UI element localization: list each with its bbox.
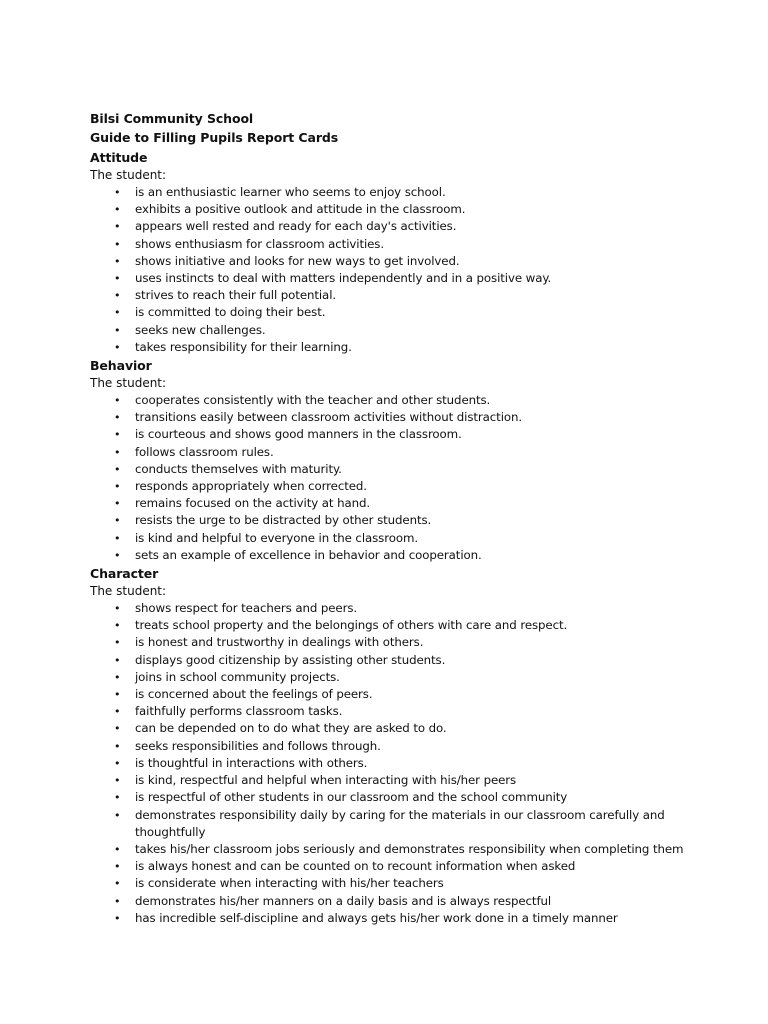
section-intro: The student: — [90, 376, 167, 391]
list-item — [90, 444, 730, 461]
list-item — [90, 339, 730, 356]
list-item — [90, 409, 730, 426]
bullet-icon: • — [114, 548, 121, 562]
list-item-text: appears well rested and ready for each day's activities. — [135, 219, 457, 234]
bullet-icon: • — [114, 636, 121, 650]
document-body — [90, 109, 730, 927]
list-item — [90, 253, 730, 270]
list-item-text: is courteous and shows good manners in the classroom. — [135, 427, 462, 442]
bullet-icon: • — [114, 186, 121, 199]
list-item — [90, 600, 730, 617]
list-item-text: demonstrates his/her manners on a daily basis and is always respectful — [135, 893, 552, 908]
list-item — [90, 270, 730, 287]
list-item-text: is always honest and can be counted on to recount information when asked — [135, 859, 576, 874]
list-item-text: is concerned about the feelings of peers. — [135, 687, 373, 702]
bullet-list — [90, 184, 730, 356]
list-item-text: seeks responsibilities and follows through. — [135, 738, 381, 753]
bullet-icon: • — [114, 670, 121, 684]
bullet-icon: • — [114, 254, 121, 268]
list-item-text: shows enthusiasm for classroom activities. — [135, 236, 384, 251]
list-item — [90, 547, 730, 564]
list-item — [90, 789, 730, 806]
list-item-text: is thoughtful in interactions with others. — [135, 755, 368, 770]
list-item — [90, 720, 730, 737]
section-heading: Attitude — [90, 150, 148, 165]
list-item — [90, 807, 730, 841]
bullet-icon: • — [114, 462, 121, 476]
list-item — [90, 287, 730, 304]
document-title: Guide to Filling Pupils Report Cards — [90, 130, 339, 145]
bullet-icon: • — [114, 602, 121, 616]
bullet-icon: • — [114, 842, 121, 856]
list-item-text: follows classroom rules. — [135, 444, 274, 459]
list-item — [90, 461, 730, 478]
bullet-icon: • — [114, 894, 121, 908]
bullet-list — [90, 600, 730, 927]
section-intro: The student: — [90, 168, 167, 182]
list-item — [90, 652, 730, 669]
list-item-text: takes responsibility for their learning. — [135, 339, 352, 354]
list-item — [90, 495, 730, 512]
bullet-icon: • — [114, 808, 121, 822]
list-item-text: is considerate when interacting with his/her teachers — [135, 876, 444, 891]
bullet-icon: • — [114, 911, 121, 925]
list-item — [90, 512, 730, 529]
list-item — [90, 634, 730, 651]
section-behavior — [90, 356, 730, 564]
list-item-text: faithfully performs classroom tasks. — [135, 704, 343, 719]
list-item-text: is an enthusiastic learner who seems to enjoy school. — [135, 185, 446, 199]
list-item — [90, 392, 730, 409]
bullet-icon: • — [114, 445, 121, 459]
list-item — [90, 893, 730, 910]
list-item-text: sets an example of excellence in behavior and cooperation. — [135, 547, 482, 562]
section-attitude — [90, 148, 730, 356]
bullet-icon: • — [114, 877, 121, 891]
section-character — [90, 564, 730, 927]
bullet-icon: • — [114, 394, 121, 408]
bullet-icon: • — [114, 705, 121, 719]
list-item-text: cooperates consistently with the teacher and other students. — [135, 393, 491, 408]
list-item — [90, 236, 730, 253]
list-item — [90, 841, 730, 858]
list-item — [90, 478, 730, 495]
list-item — [90, 201, 730, 218]
bullet-icon: • — [114, 722, 121, 736]
list-item-text: exhibits a positive outlook and attitude in the classroom. — [135, 202, 466, 217]
list-item-text: displays good citizenship by assisting other students. — [135, 652, 446, 667]
bullet-icon: • — [114, 220, 121, 234]
bullet-icon: • — [114, 411, 121, 425]
list-item-text: shows respect for teachers and peers. — [135, 601, 358, 616]
list-item — [90, 669, 730, 686]
list-item — [90, 703, 730, 720]
bullet-icon: • — [114, 774, 121, 788]
bullet-icon: • — [114, 428, 121, 442]
bullet-icon: • — [114, 237, 121, 251]
bullet-icon: • — [114, 323, 121, 337]
list-item-text: treats school property and the belongings of others with care and respect. — [135, 618, 568, 633]
list-item-text: is kind, respectful and helpful when interacting with his/her peers — [135, 773, 517, 788]
bullet-icon: • — [114, 306, 121, 320]
list-item — [90, 772, 730, 789]
list-item-text: joins in school community projects. — [135, 669, 340, 684]
list-item-text: responds appropriately when corrected. — [135, 479, 367, 494]
section-heading: Behavior — [90, 358, 152, 374]
list-item-text: is honest and trustworthy in dealings with others. — [135, 635, 424, 650]
bullet-icon: • — [114, 480, 121, 494]
bullet-icon: • — [114, 203, 121, 217]
list-item-text: shows initiative and looks for new ways to get involved. — [135, 253, 460, 268]
list-item-text: seeks new challenges. — [135, 322, 266, 337]
bullet-icon: • — [114, 791, 121, 805]
bullet-icon: • — [114, 860, 121, 874]
section-intro: The student: — [90, 584, 167, 599]
section-heading: Character — [90, 566, 159, 582]
list-item — [90, 858, 730, 875]
bullet-icon: • — [114, 340, 121, 354]
list-item-text: is committed to doing their best. — [135, 305, 326, 320]
bullet-icon: • — [114, 497, 121, 511]
list-item — [90, 184, 730, 201]
school-name: Bilsi Community School — [90, 111, 254, 126]
list-item — [90, 218, 730, 235]
bullet-icon: • — [114, 272, 121, 286]
bullet-list — [90, 392, 730, 564]
bullet-icon: • — [114, 653, 121, 667]
list-item — [90, 304, 730, 321]
bullet-icon: • — [114, 688, 121, 702]
list-item-text: is kind and helpful to everyone in the classroom. — [135, 530, 418, 545]
bullet-icon: • — [114, 739, 121, 753]
list-item — [90, 755, 730, 772]
list-item-text: has incredible self-discipline and always gets his/her work done in a timely manner — [135, 910, 618, 925]
list-item-text: remains focused on the activity at hand. — [135, 496, 371, 511]
bullet-icon: • — [114, 531, 121, 545]
list-item-text: can be depended on to do what they are asked to do. — [135, 721, 447, 736]
list-item — [90, 617, 730, 634]
list-item-text: takes his/her classroom jobs seriously and demonstrates responsibility when completing them — [135, 841, 684, 856]
list-item — [90, 426, 730, 443]
list-item-text: demonstrates responsibility daily by caring for the materials in our classroom carefully and thoughtfully — [135, 807, 665, 839]
list-item-text: conducts themselves with maturity. — [135, 461, 342, 476]
bullet-icon: • — [114, 289, 121, 303]
list-item — [90, 875, 730, 892]
list-item-text: is respectful of other students in our classroom and the school community — [135, 790, 568, 805]
list-item-text: strives to reach their full potential. — [135, 288, 337, 303]
sections-container — [90, 148, 730, 927]
bullet-icon: • — [114, 756, 121, 770]
list-item-text: uses instincts to deal with matters independently and in a positive way. — [135, 271, 552, 286]
bullet-icon: • — [114, 619, 121, 633]
list-item — [90, 910, 730, 927]
list-item — [90, 322, 730, 339]
list-item-text: resists the urge to be distracted by other students. — [135, 513, 432, 528]
list-item — [90, 530, 730, 547]
bullet-icon: • — [114, 514, 121, 528]
list-item-text: transitions easily between classroom activities without distraction. — [135, 410, 523, 425]
list-item — [90, 686, 730, 703]
list-item — [90, 738, 730, 755]
